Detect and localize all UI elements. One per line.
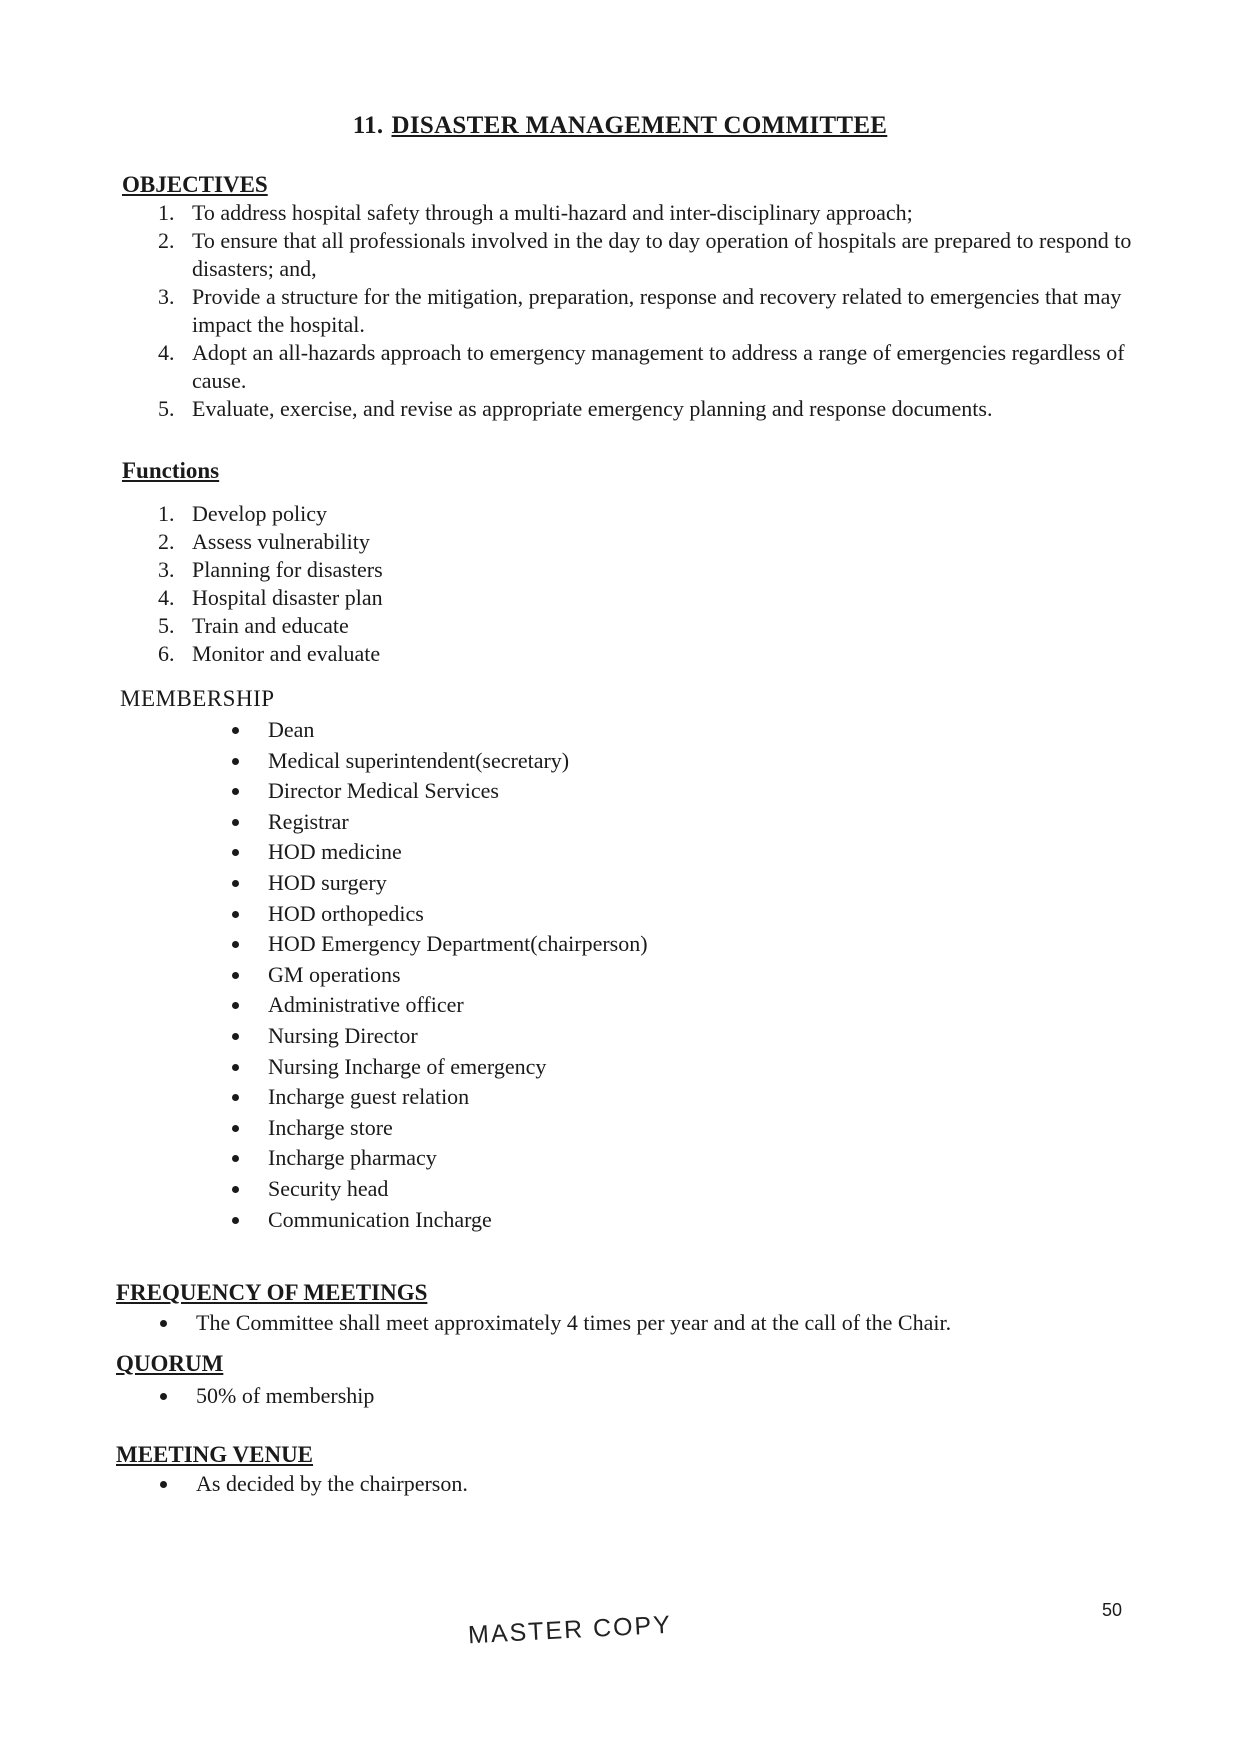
list-item: Communication Incharge xyxy=(232,1205,932,1236)
list-item: Medical superintendent(secretary) xyxy=(232,746,932,777)
list-item: 5. Evaluate, exercise, and revise as appropriate emergency planning and response documents. xyxy=(158,396,993,421)
list-item: GM operations xyxy=(232,960,932,991)
membership-heading: MEMBERSHIP xyxy=(120,686,275,711)
membership-list xyxy=(232,715,932,1235)
list-item: HOD orthopedics xyxy=(232,899,932,930)
list-item: 4. Adopt an all-hazards approach to emergency management to address a range of emergencies regardless of cause. xyxy=(158,340,1125,393)
frequency-list xyxy=(160,1308,1160,1339)
list-item: Nursing Incharge of emergency xyxy=(232,1052,932,1083)
page-number: 50 xyxy=(1102,1600,1123,1620)
list-item: 2. Assess vulnerability xyxy=(158,529,370,554)
functions-list xyxy=(122,500,722,668)
objectives-heading: OBJECTIVES xyxy=(122,172,268,197)
list-item: 3. Planning for disasters xyxy=(158,557,383,582)
list-item: 1. Develop policy xyxy=(158,501,328,526)
list-item: HOD surgery xyxy=(232,868,932,899)
list-item: 1. To address hospital safety through a multi-hazard and inter-disciplinary approach; xyxy=(158,200,913,225)
list-item: As decided by the chairperson. xyxy=(160,1469,760,1500)
list-item: Dean xyxy=(232,715,932,746)
list-item: Incharge guest relation xyxy=(232,1082,932,1113)
quorum-heading: QUORUM xyxy=(116,1351,224,1376)
list-item: 6. Monitor and evaluate xyxy=(158,641,381,666)
list-item: Incharge pharmacy xyxy=(232,1143,932,1174)
list-item: The Committee shall meet approximately 4 times per year and at the call of the Chair. xyxy=(160,1308,1160,1339)
venue-list xyxy=(160,1469,760,1500)
quorum-list xyxy=(160,1381,760,1412)
list-item: Security head xyxy=(232,1174,932,1205)
list-item: Administrative officer xyxy=(232,990,932,1021)
list-item: 50% of membership xyxy=(160,1381,760,1412)
master-copy-stamp: MASTER COPY xyxy=(467,1610,673,1650)
list-item: HOD Emergency Department(chairperson) xyxy=(232,929,932,960)
venue-heading: MEETING VENUE xyxy=(116,1442,314,1467)
page-title xyxy=(0,112,1240,140)
objectives-list xyxy=(122,199,1152,423)
list-item: Incharge store xyxy=(232,1113,932,1144)
list-item: Nursing Director xyxy=(232,1021,932,1052)
list-item: 3. Provide a structure for the mitigation, preparation, response and recovery related to emergencies that may impact the hospital. xyxy=(158,284,1122,337)
list-item: 2. To ensure that all professionals involved in the day to day operation of hospitals are prepared to respond to disasters; and, xyxy=(158,228,1132,281)
list-item: Registrar xyxy=(232,807,932,838)
list-item: 4. Hospital disaster plan xyxy=(158,585,383,610)
section-number: 11. xyxy=(352,112,384,139)
list-item: HOD medicine xyxy=(232,837,932,868)
functions-heading: Functions xyxy=(122,458,220,483)
list-item: Director Medical Services xyxy=(232,776,932,807)
frequency-heading: FREQUENCY OF MEETINGS xyxy=(116,1280,428,1305)
list-item: 5. Train and educate xyxy=(158,613,349,638)
section-title: DISASTER MANAGEMENT COMMITTEE xyxy=(391,112,888,139)
